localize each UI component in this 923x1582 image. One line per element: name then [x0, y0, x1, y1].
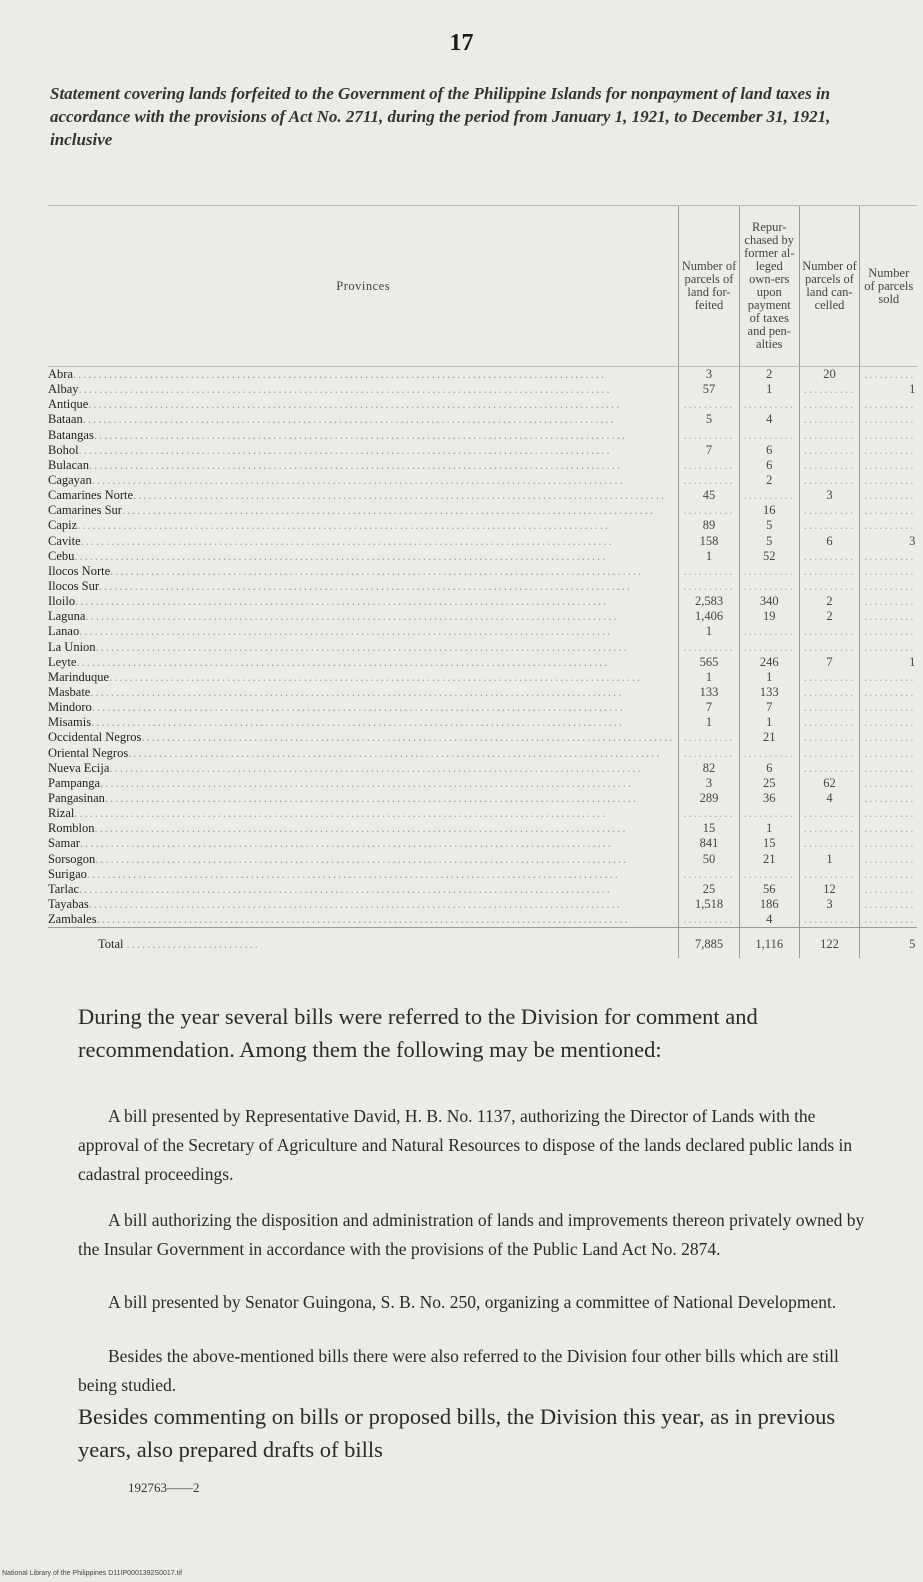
cell-cancelled: .......... [799, 867, 859, 882]
cell-cancelled: .......... [799, 746, 859, 761]
cell-cancelled: .......... [799, 761, 859, 776]
province-name: Iloilo........................................................................................................ [48, 594, 609, 609]
province-name: Bataan........................................................................................................ [48, 412, 616, 427]
cell-cancelled: .......... [799, 821, 859, 836]
paragraph-other-bills: Besides the above-mentioned bills there were also referred to the Division four other bills which are still being studied. [78, 1346, 839, 1395]
province-name: La Union........................................................................................................ [48, 639, 629, 654]
cell-repurchased: 56 [739, 882, 799, 897]
cell-sold: .......... [860, 367, 918, 383]
cell-sold: .......... [860, 761, 918, 776]
cell-cancelled: 3 [799, 897, 859, 912]
cell-sold: .......... [860, 624, 918, 639]
cell-sold: 1 [860, 382, 918, 397]
cell-repurchased: 21 [739, 730, 799, 745]
cell-cancelled: .......... [799, 564, 859, 579]
cell-cancelled: .......... [799, 549, 859, 564]
table-row [48, 806, 917, 821]
cell-repurchased: 7 [739, 700, 799, 715]
cell-forfeited: .......... [679, 458, 739, 473]
header-cancelled: Number of parcels of land can-celled [799, 206, 859, 367]
cell-sold: .......... [860, 640, 918, 655]
cell-cancelled: 2 [799, 594, 859, 609]
cell-forfeited: 133 [679, 685, 739, 700]
cell-sold: .......... [860, 852, 918, 867]
table-row [48, 473, 917, 488]
table-row [48, 776, 917, 791]
province-name: Zambales........................................................................................................ [48, 912, 630, 927]
province-name: Sorsogon........................................................................................................ [48, 851, 629, 866]
cell-sold: .......... [860, 458, 918, 473]
table-row [48, 897, 917, 912]
table-row [48, 821, 917, 836]
total-cancelled: 122 [799, 928, 859, 959]
table-row [48, 564, 917, 579]
province-name: Mindoro........................................................................................................ [48, 700, 625, 715]
cell-forfeited: 158 [679, 534, 739, 549]
cell-sold: 1 [860, 655, 918, 670]
province-name: Albay........................................................................................................ [48, 382, 612, 397]
cell-forfeited: 7 [679, 700, 739, 715]
table-row [48, 579, 917, 594]
cell-forfeited: 2,583 [679, 594, 739, 609]
table-row [48, 382, 917, 397]
cell-repurchased: 246 [739, 655, 799, 670]
cell-repurchased: .......... [739, 428, 799, 443]
cell-sold: .......... [860, 503, 918, 518]
cell-forfeited: 1 [679, 549, 739, 564]
province-name: Ilocos Sur........................................................................................................ [48, 579, 633, 594]
table-body [48, 367, 917, 928]
table-row [48, 655, 917, 670]
cell-sold: .......... [860, 791, 918, 806]
cell-cancelled: .......... [799, 670, 859, 685]
table-row [48, 761, 917, 776]
cell-forfeited: 5 [679, 412, 739, 427]
table-row [48, 715, 917, 730]
cell-cancelled: .......... [799, 397, 859, 412]
paragraph-bill-david: A bill presented by Representative David, H. B. No. 1137, authorizing the Director of Lands with the approval of the Secretary of Agriculture and Natural Resources to dispose of the lands declared public lands in cadastral proceedings. [78, 1106, 853, 1184]
header-forfeited: Number of parcels of land for-feited [679, 206, 739, 367]
cell-forfeited: 50 [679, 852, 739, 867]
cell-sold: .......... [860, 518, 918, 533]
cell-forfeited: 565 [679, 655, 739, 670]
province-name: Surigao........................................................................................................ [48, 866, 620, 881]
cell-repurchased: .......... [739, 564, 799, 579]
province-name: Abra........................................................................................................ [48, 367, 606, 382]
table-row [48, 624, 917, 639]
cell-repurchased: 6 [739, 458, 799, 473]
province-name: Rizal........................................................................................................ [48, 806, 608, 821]
table-row [48, 730, 917, 745]
cell-forfeited: 25 [679, 882, 739, 897]
province-name: Oriental Negros........................................................................................................ [48, 745, 662, 760]
cell-forfeited: 15 [679, 821, 739, 836]
cell-sold: .......... [860, 776, 918, 791]
table-row [48, 670, 917, 685]
cell-repurchased: 52 [739, 549, 799, 564]
province-name: Antique........................................................................................................ [48, 397, 622, 412]
cell-forfeited: .......... [679, 912, 739, 928]
cell-forfeited: 57 [679, 382, 739, 397]
cell-cancelled: .......... [799, 715, 859, 730]
province-name: Pampanga........................................................................................................ [48, 775, 634, 790]
cell-forfeited: .......... [679, 746, 739, 761]
cell-sold: .......... [860, 685, 918, 700]
cell-sold: .......... [860, 867, 918, 882]
province-name: Camarines Sur........................................................................................................ [48, 503, 655, 518]
cell-cancelled: .......... [799, 518, 859, 533]
cell-forfeited: .......... [679, 503, 739, 518]
forfeited-lands-table [48, 205, 917, 958]
cell-repurchased: 5 [739, 534, 799, 549]
table-row [48, 428, 917, 443]
province-name: Tarlac........................................................................................................ [48, 881, 613, 896]
cell-cancelled: 3 [799, 488, 859, 503]
cell-cancelled: .......... [799, 382, 859, 397]
cell-repurchased: .......... [739, 806, 799, 821]
cell-sold: .......... [860, 564, 918, 579]
cell-sold: .......... [860, 836, 918, 851]
cell-forfeited: .......... [679, 730, 739, 745]
cell-forfeited: 82 [679, 761, 739, 776]
table-row [48, 594, 917, 609]
cell-repurchased: 25 [739, 776, 799, 791]
cell-sold: .......... [860, 670, 918, 685]
total-row [48, 928, 917, 959]
cell-repurchased: 21 [739, 852, 799, 867]
cell-cancelled: 6 [799, 534, 859, 549]
cell-repurchased: 2 [739, 473, 799, 488]
cell-sold: .......... [860, 882, 918, 897]
cell-repurchased: 1 [739, 382, 799, 397]
cell-forfeited: .......... [679, 473, 739, 488]
cell-forfeited: .......... [679, 579, 739, 594]
province-name: Samar........................................................................................................ [48, 836, 613, 851]
cell-repurchased: 19 [739, 609, 799, 624]
header-sold: Number of parcels sold [860, 206, 918, 367]
cell-sold: .......... [860, 746, 918, 761]
province-name: Pangasinan........................................................................................................ [48, 791, 638, 805]
cell-forfeited: 1,406 [679, 609, 739, 624]
cell-forfeited: 3 [679, 367, 739, 383]
cell-repurchased: 1 [739, 670, 799, 685]
cell-repurchased: 1 [739, 821, 799, 836]
cell-sold: .......... [860, 594, 918, 609]
province-name: Romblon........................................................................................................ [48, 821, 628, 836]
cell-repurchased: .......... [739, 640, 799, 655]
province-name: Capiz........................................................................................................ [48, 518, 611, 533]
table-row [48, 912, 917, 928]
cell-cancelled: .......... [799, 473, 859, 488]
table-row [48, 488, 917, 503]
cell-repurchased: 6 [739, 761, 799, 776]
cell-repurchased: .......... [739, 397, 799, 412]
cell-forfeited: 3 [679, 776, 739, 791]
cell-forfeited: 89 [679, 518, 739, 533]
province-name: Cebu........................................................................................................ [48, 548, 608, 563]
cell-repurchased: .......... [739, 579, 799, 594]
province-name: Bohol........................................................................................................ [48, 442, 612, 457]
cell-repurchased: 4 [739, 912, 799, 928]
header-repurchased: Repur-chased by former al-leged own-ers upon payment of taxes and pen-alties [739, 206, 799, 367]
cell-cancelled: 62 [799, 776, 859, 791]
table-row [48, 791, 917, 806]
province-name: Nueva Ecija........................................................................................................ [48, 760, 643, 775]
cell-forfeited: 1 [679, 624, 739, 639]
cell-cancelled: .......... [799, 579, 859, 594]
table-row [48, 882, 917, 897]
cell-cancelled: 7 [799, 655, 859, 670]
page-number: 17 [449, 30, 474, 56]
library-imprint: National Library of the Philippines D11IP0001392S0017.tif [2, 1570, 183, 1577]
province-name: Tayabas........................................................................................................ [48, 896, 622, 911]
cell-sold: .......... [860, 473, 918, 488]
cell-sold: .......... [860, 912, 918, 928]
table-row [48, 518, 917, 533]
cell-forfeited: 289 [679, 791, 739, 806]
cell-forfeited: 1 [679, 715, 739, 730]
table-row [48, 412, 917, 427]
paragraph-bills-intro: During the year several bills were referred to the Division for comment and recommendation. Among them the following may be mentioned: [78, 1004, 758, 1062]
header-provinces: Provinces [48, 206, 679, 367]
cell-repurchased: 186 [739, 897, 799, 912]
cell-cancelled: .......... [799, 836, 859, 851]
cell-sold: .......... [860, 579, 918, 594]
total-label: Total .......................... [48, 928, 679, 959]
cell-forfeited: 841 [679, 836, 739, 851]
table-row [48, 367, 917, 383]
cell-cancelled: .......... [799, 700, 859, 715]
cell-cancelled: .......... [799, 443, 859, 458]
cell-repurchased: 5 [739, 518, 799, 533]
cell-forfeited: 1,518 [679, 897, 739, 912]
cell-sold: .......... [860, 443, 918, 458]
province-name: Occidental Negros........................................................................................................ [48, 730, 675, 745]
table-row [48, 746, 917, 761]
cell-sold: .......... [860, 730, 918, 745]
cell-repurchased: 2 [739, 367, 799, 383]
paragraph-bill-guingona: A bill presented by Senator Guingona, S. B. No. 250, organizing a committee of National Development. [108, 1292, 837, 1312]
cell-sold: .......... [860, 549, 918, 564]
table-row [48, 867, 917, 882]
cell-repurchased: .......... [739, 867, 799, 882]
cell-cancelled: 2 [799, 609, 859, 624]
paragraph-bill-insular: A bill authorizing the disposition and administration of lands and improvements thereon privately owned by the Insular Government in accordance with the provisions of the Public Land Act No. 2874. [78, 1210, 865, 1259]
cell-cancelled: 4 [799, 791, 859, 806]
table-row [48, 443, 917, 458]
province-name: Lanao........................................................................................................ [48, 624, 613, 639]
province-name: Laguna........................................................................................................ [48, 609, 619, 624]
cell-cancelled: 1 [799, 852, 859, 867]
cell-sold: .......... [860, 821, 918, 836]
footer-code: 192763——2 [128, 1480, 200, 1495]
cell-forfeited: .......... [679, 428, 739, 443]
cell-cancelled: 12 [799, 882, 859, 897]
cell-forfeited: 1 [679, 670, 739, 685]
cell-repurchased: 340 [739, 594, 799, 609]
cell-repurchased: 6 [739, 443, 799, 458]
cell-forfeited: .......... [679, 397, 739, 412]
cell-cancelled: .......... [799, 685, 859, 700]
table-row [48, 503, 917, 518]
cell-cancelled: .......... [799, 912, 859, 928]
table-row [48, 397, 917, 412]
cell-cancelled: .......... [799, 503, 859, 518]
province-name: Cagayan........................................................................................................ [48, 473, 625, 488]
province-name: Ilocos Norte........................................................................................................ [48, 563, 644, 578]
table-row [48, 685, 917, 700]
table-row [48, 534, 917, 549]
cell-cancelled: .......... [799, 730, 859, 745]
province-name: Batangas........................................................................................................ [48, 427, 627, 442]
cell-forfeited: .......... [679, 564, 739, 579]
table-header-row [48, 206, 917, 367]
total-sold: 5 [860, 928, 918, 959]
cell-cancelled: .......... [799, 624, 859, 639]
province-name: Marinduque........................................................................................................ [48, 669, 643, 684]
cell-forfeited: .......... [679, 640, 739, 655]
table-row [48, 609, 917, 624]
cell-cancelled: .......... [799, 428, 859, 443]
table-row [48, 549, 917, 564]
cell-sold: .......... [860, 806, 918, 821]
table-title: Statement covering lands forfeited to the Government of the Philippine Islands for nonpayment of land taxes in accordance with the provisions of Act No. 2711, during the period from January 1, 1921, to December 31, 1921, inclusive [50, 84, 831, 149]
cell-repurchased: .......... [739, 488, 799, 503]
province-name: Bulacan........................................................................................................ [48, 457, 622, 472]
cell-repurchased: 4 [739, 412, 799, 427]
cell-cancelled: 20 [799, 367, 859, 383]
cell-cancelled: .......... [799, 412, 859, 427]
table-row [48, 640, 917, 655]
cell-sold: .......... [860, 715, 918, 730]
cell-sold: .......... [860, 397, 918, 412]
cell-sold: .......... [860, 488, 918, 503]
province-name: Cavite........................................................................................................ [48, 533, 614, 548]
cell-repurchased: .......... [739, 624, 799, 639]
cell-sold: .......... [860, 700, 918, 715]
cell-forfeited: 45 [679, 488, 739, 503]
table-row [48, 852, 917, 867]
paragraph-drafts: Besides commenting on bills or proposed bills, the Division this year, as in previous years, also prepared drafts of bills [78, 1404, 836, 1462]
cell-sold: .......... [860, 428, 918, 443]
cell-sold: .......... [860, 897, 918, 912]
cell-sold: 3 [860, 534, 918, 549]
cell-repurchased: 133 [739, 685, 799, 700]
cell-cancelled: .......... [799, 458, 859, 473]
cell-repurchased: .......... [739, 746, 799, 761]
table-row [48, 700, 917, 715]
cell-cancelled: .......... [799, 806, 859, 821]
province-name: Leyte........................................................................................................ [48, 654, 610, 669]
cell-forfeited: .......... [679, 806, 739, 821]
table-row [48, 458, 917, 473]
cell-repurchased: 16 [739, 503, 799, 518]
cell-cancelled: .......... [799, 640, 859, 655]
total-forfeited: 7,885 [679, 928, 739, 959]
cell-repurchased: 1 [739, 715, 799, 730]
cell-repurchased: 36 [739, 791, 799, 806]
cell-forfeited: 7 [679, 443, 739, 458]
total-repurchased: 1,116 [739, 928, 799, 959]
cell-sold: .......... [860, 609, 918, 624]
province-name: Masbate........................................................................................................ [48, 685, 624, 700]
table-row [48, 836, 917, 851]
cell-forfeited: .......... [679, 867, 739, 882]
province-name: Camarines Norte........................................................................................................ [48, 488, 667, 503]
province-name: Misamis........................................................................................................ [48, 715, 625, 730]
cell-repurchased: 15 [739, 836, 799, 851]
cell-sold: .......... [860, 412, 918, 427]
